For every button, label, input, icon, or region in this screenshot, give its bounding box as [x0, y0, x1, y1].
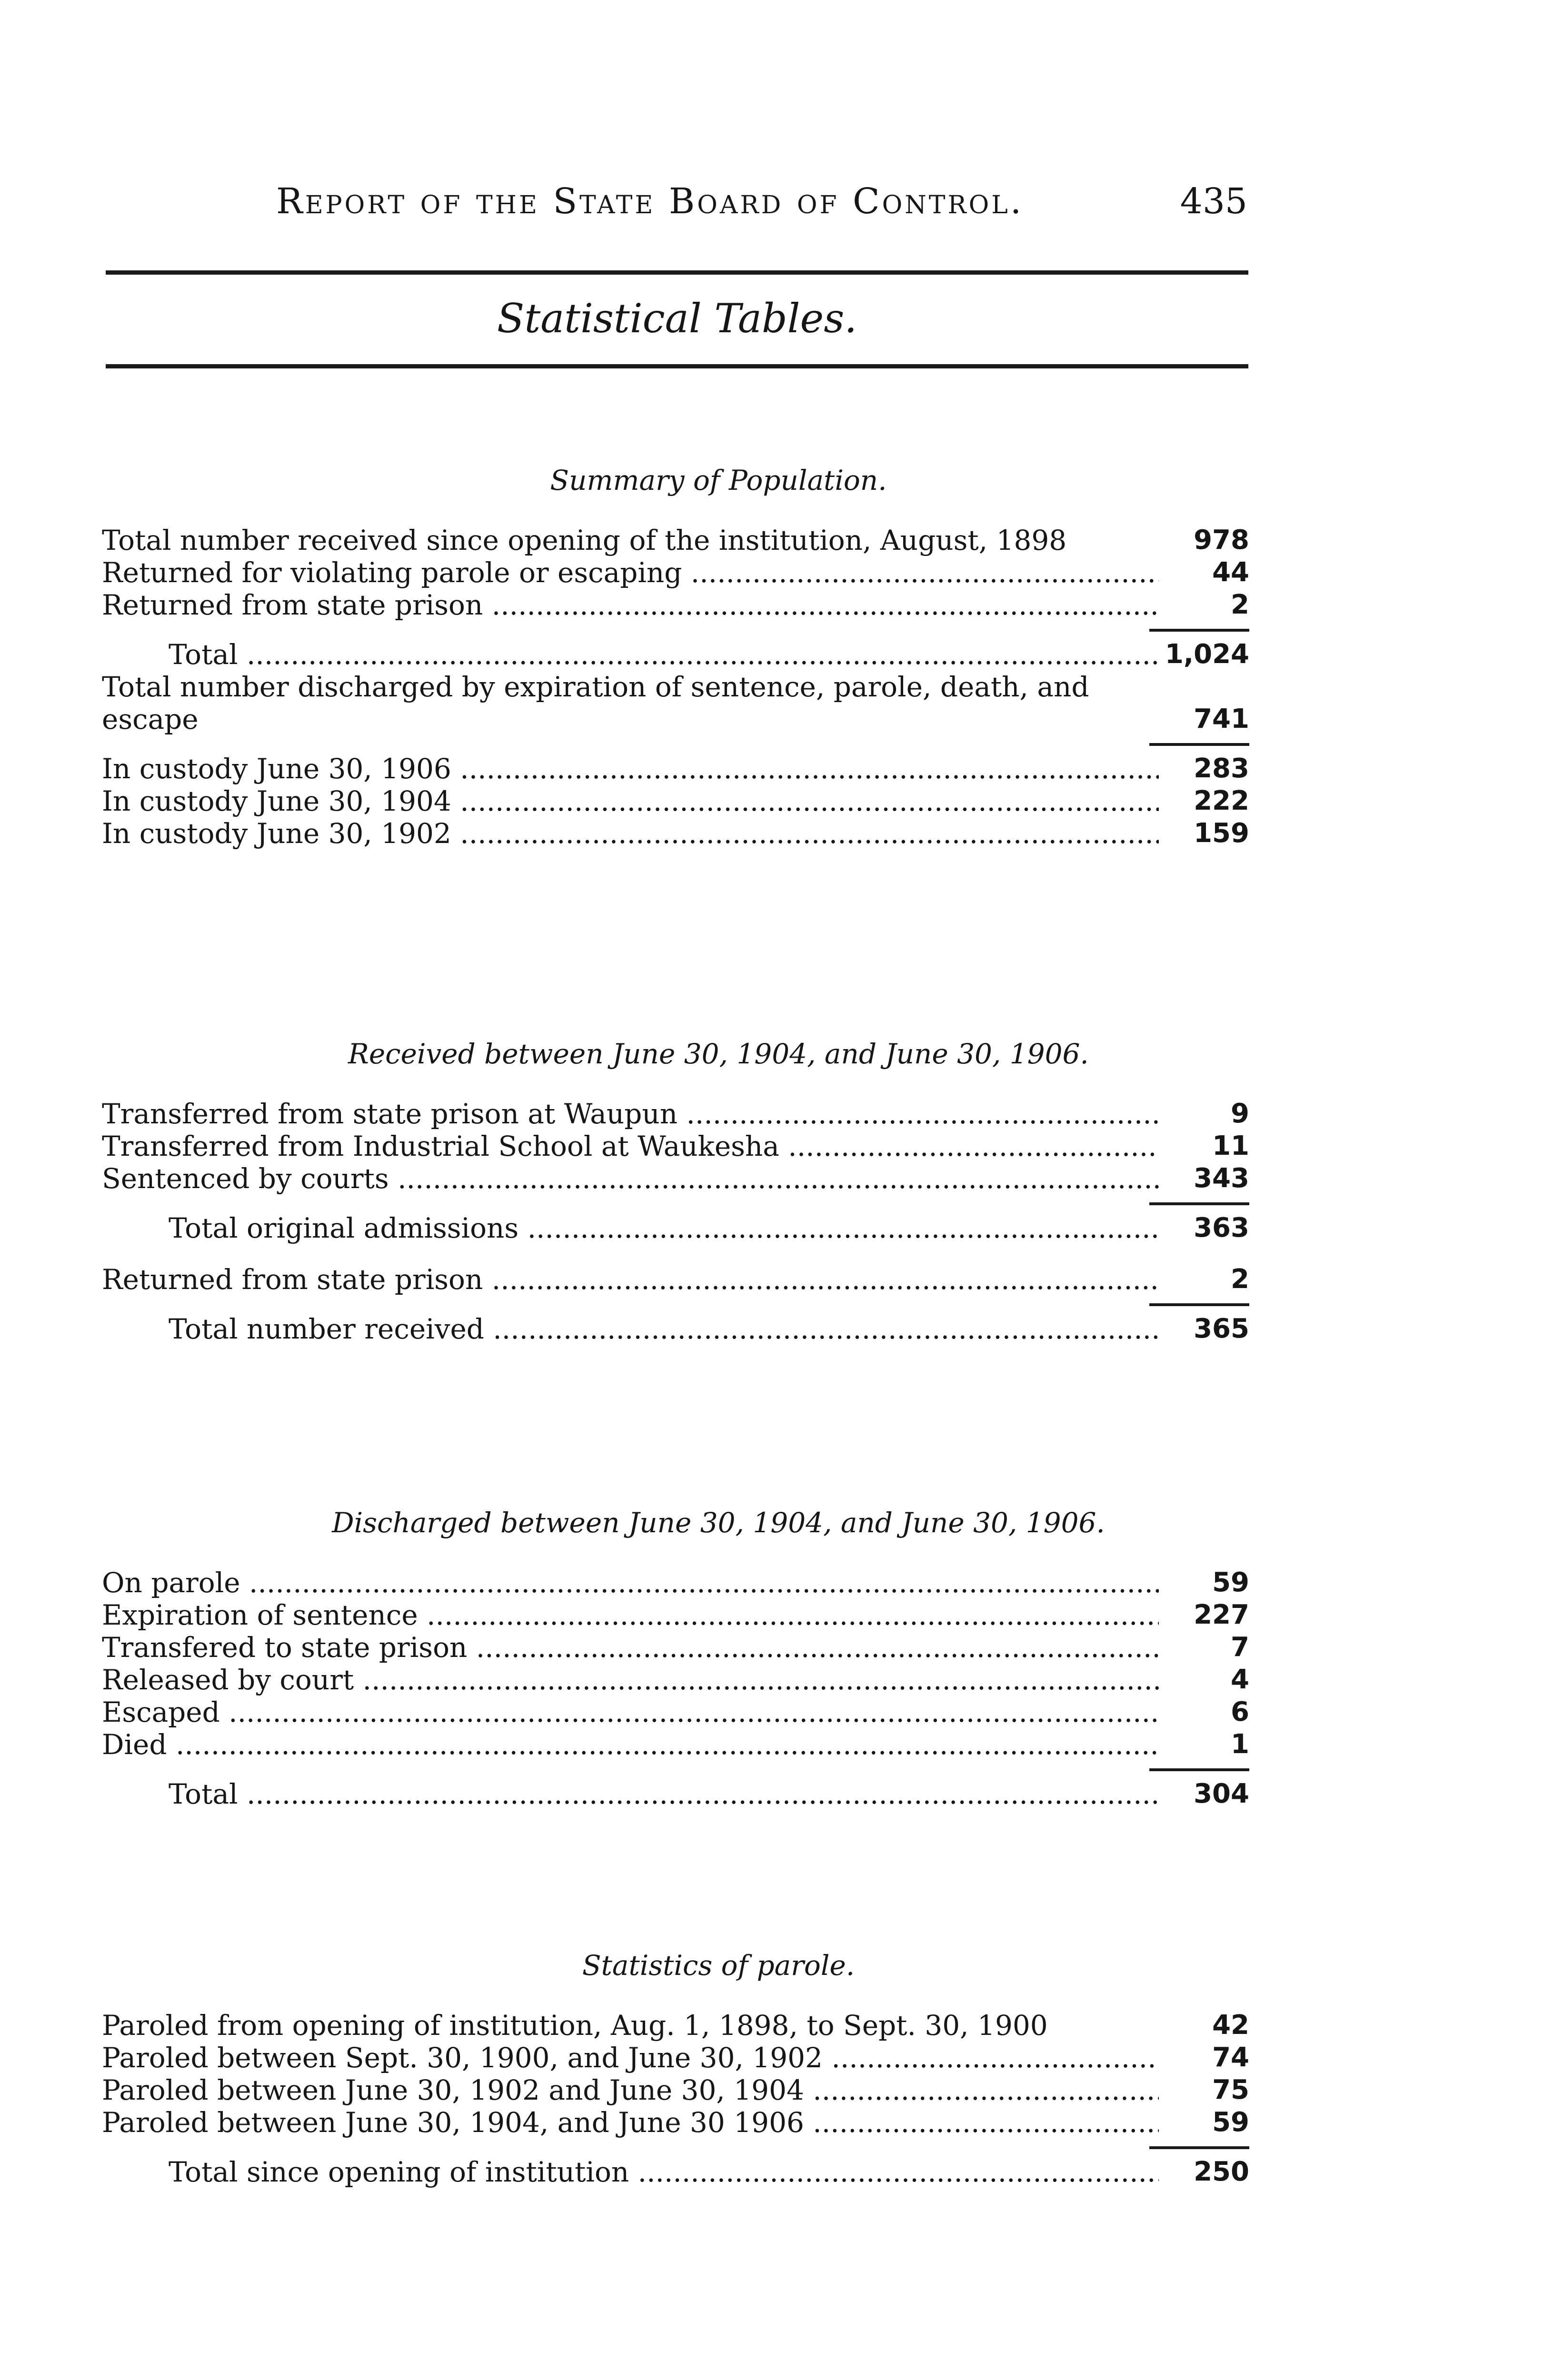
page-number: 435 [1180, 181, 1247, 222]
total-value: 363 [1194, 1212, 1249, 1243]
table-row [102, 753, 1249, 785]
row-value: 7 [1231, 1632, 1249, 1663]
table-row [102, 1631, 1249, 1664]
row-label: In custody June 30, 1902 ..... [102, 817, 1159, 850]
total-value: 1,024 [1165, 639, 1249, 670]
sum-rule [1149, 1202, 1249, 1205]
row-value: 4 [1231, 1664, 1249, 1695]
row-value: 2 [1231, 1264, 1249, 1295]
table-row [102, 1130, 1249, 1162]
total-value: 365 [1194, 1313, 1249, 1344]
row-value: 9 [1231, 1098, 1249, 1129]
difference-rule [1149, 743, 1249, 746]
row-value: 978 [1194, 525, 1249, 555]
total-label: Total ..... [169, 638, 1159, 671]
row-value: 222 [1194, 785, 1249, 816]
table-row [102, 1162, 1249, 1195]
table-row [102, 785, 1249, 817]
table-row [102, 817, 1249, 850]
row-label: Escaped ..... [102, 1696, 1159, 1728]
row-value: 741 [1194, 704, 1249, 734]
table-row [102, 1728, 1249, 1761]
row-label: Paroled between Sept. 30, 1900, and June 30, 1902 ..... [102, 2042, 1159, 2074]
table-row [102, 671, 1249, 735]
table-row [102, 1567, 1249, 1599]
parole-title: Statistics of parole. [582, 1949, 855, 1982]
row-value: 75 [1212, 2074, 1249, 2105]
row-label: In custody June 30, 1906 ..... [102, 753, 1159, 785]
row-label: Died ..... [102, 1728, 1159, 1761]
total-label: Total number received ..... [169, 1313, 1159, 1345]
row-label: Sentenced by courts ..... [102, 1162, 1159, 1195]
row-value: 1 [1231, 1729, 1249, 1760]
row-label: In custody June 30, 1904 ..... [102, 785, 1159, 817]
total-label: Total original admissions ..... [169, 1212, 1159, 1244]
sum-rule [1149, 2146, 1249, 2149]
row-value: 59 [1212, 2107, 1249, 2138]
row-value: 227 [1194, 1599, 1249, 1630]
table-row [102, 1599, 1249, 1631]
total-value: 304 [1194, 1778, 1249, 1809]
row-value: 6 [1231, 1696, 1249, 1727]
row-label: Returned from state prison ..... [102, 1263, 1159, 1296]
table-row [102, 2106, 1249, 2139]
discharged-title: Discharged between June 30, 1904, and June 30, 1906. [332, 1507, 1105, 1539]
total-value: 250 [1194, 2156, 1249, 2187]
table-row [102, 2009, 1249, 2042]
total-row [102, 1778, 1249, 1810]
table-row [102, 524, 1249, 556]
row-label: Released by court ..... [102, 1664, 1159, 1696]
total-row [102, 1212, 1249, 1244]
sum-rule [1149, 1768, 1249, 1771]
total-label: Total since opening of institution ..... [169, 2156, 1159, 2188]
row-label: Transfered to state prison ..... [102, 1631, 1159, 1664]
row-value: 74 [1212, 2042, 1249, 2073]
main-title: Statistical Tables. [497, 295, 857, 342]
running-title: Report of the State Board of Control. [276, 181, 1024, 222]
parole-statistics-table [102, 1949, 1249, 2188]
sum-rule [1149, 629, 1249, 632]
table-row [102, 556, 1249, 589]
row-label: Paroled between June 30, 1902 and June 30, 1904 ..... [102, 2074, 1159, 2106]
row-label: Total number discharged by expiration of sentence, parole, death, and escape [102, 671, 1089, 735]
row-value: 283 [1194, 753, 1249, 784]
row-value: 2 [1231, 589, 1249, 620]
row-value: 343 [1194, 1163, 1249, 1194]
row-value: 11 [1212, 1130, 1249, 1161]
row-label: Expiration of sentence ..... [102, 1599, 1159, 1631]
summary-title: Summary of Population. [550, 464, 887, 496]
table-row [102, 1664, 1249, 1696]
row-value: 159 [1194, 818, 1249, 849]
row-label: Total number received since opening of the institution, August, 1898 [102, 524, 1067, 556]
row-label: Paroled between June 30, 1904, and June 30 1906 ..... [102, 2106, 1159, 2139]
table-row [102, 1263, 1249, 1296]
row-value: 42 [1212, 2010, 1249, 2041]
row-label: Transferred from Industrial School at Waukesha ..... [102, 1130, 1159, 1162]
top-rule [106, 270, 1248, 275]
discharged-table [102, 1507, 1249, 1810]
total-row [102, 1313, 1249, 1345]
table-row [102, 1696, 1249, 1728]
table-row [102, 2074, 1249, 2106]
row-value: 44 [1212, 557, 1249, 588]
row-label: Returned for violating parole or escaping ..... [102, 556, 1159, 589]
received-title: Received between June 30, 1904, and June 30, 1906. [348, 1038, 1089, 1070]
page-header [276, 181, 1247, 222]
summary-of-population-table [102, 464, 1249, 850]
row-label: Paroled from opening of institution, Aug. 1, 1898, to Sept. 30, 1900 [102, 2009, 1048, 2042]
received-table [102, 1038, 1249, 1345]
total-row [102, 638, 1249, 671]
table-row [102, 1098, 1249, 1130]
table-row [102, 589, 1249, 621]
total-label: Total ..... [169, 1778, 1159, 1810]
row-value: 59 [1212, 1567, 1249, 1598]
row-label: Transferred from state prison at Waupun ..... [102, 1098, 1159, 1130]
total-row [102, 2156, 1249, 2188]
row-label: Returned from state prison ..... [102, 589, 1159, 621]
row-label: On parole ..... [102, 1567, 1159, 1599]
table-row [102, 2042, 1249, 2074]
sum-rule [1149, 1303, 1249, 1306]
title-rule [106, 364, 1248, 368]
